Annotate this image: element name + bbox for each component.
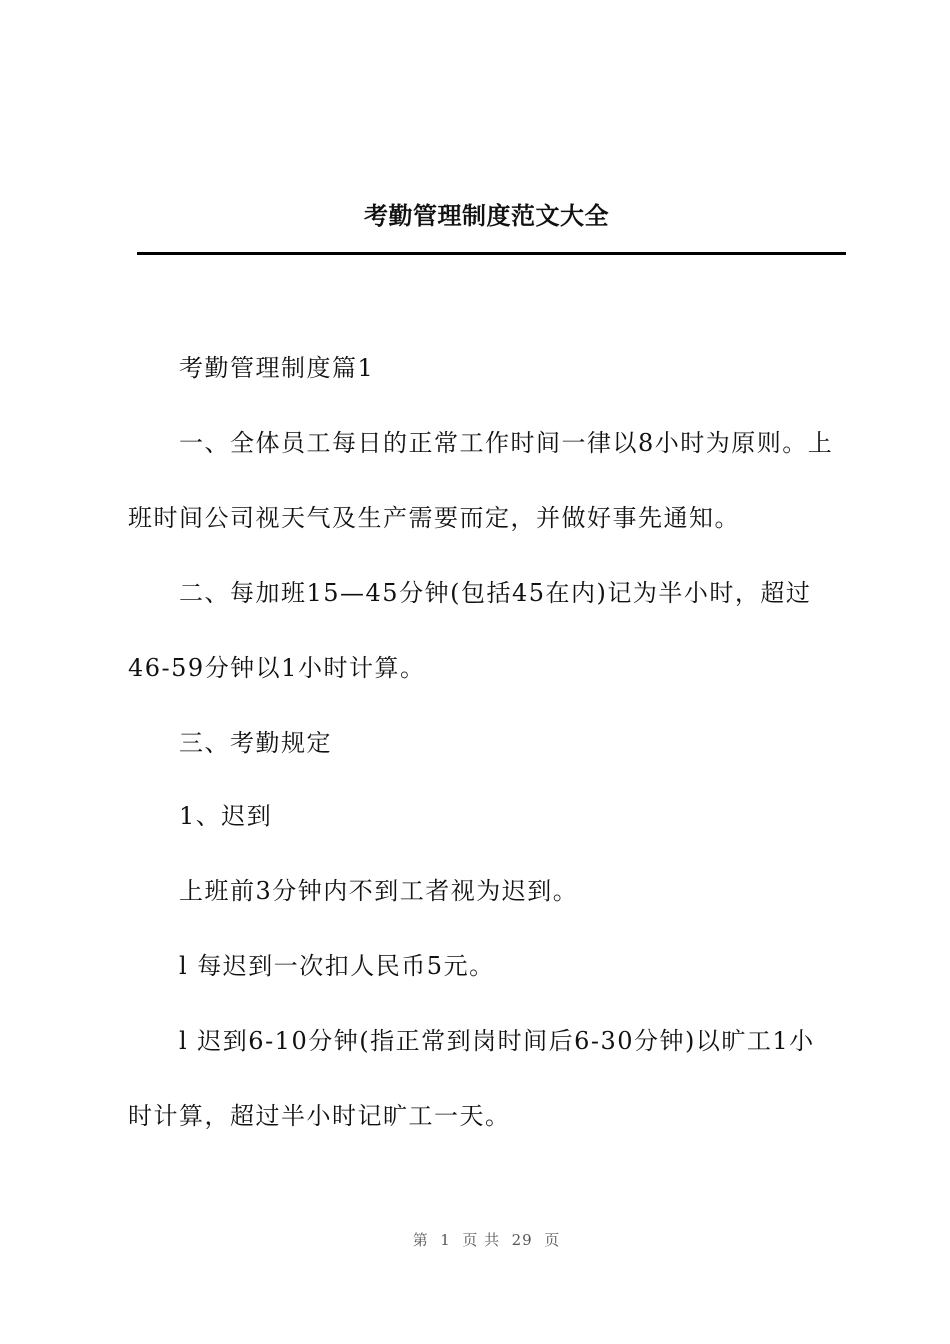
paragraph-line: 46-59分钟以1小时计算。 [128, 654, 426, 682]
section-heading: 三、考勤规定 [179, 729, 332, 757]
subsection-heading: 1、迟到 [179, 802, 273, 830]
title-underline [137, 252, 846, 255]
list-item: l 每迟到一次扣人民币5元。 [179, 952, 495, 980]
page-number: 第 1 页 共 29 页 [412, 1231, 561, 1249]
document-title: 考勤管理制度范文大全 [364, 202, 609, 230]
section-heading: 考勤管理制度篇1 [179, 354, 375, 382]
paragraph-line: 班时间公司视天气及生产需要而定，并做好事先通知。 [128, 504, 740, 532]
paragraph-line: 时计算，超过半小时记旷工一天。 [128, 1102, 511, 1130]
list-item: l 迟到6-10分钟(指正常到岗时间后6-30分钟)以旷工1小 [179, 1027, 815, 1055]
paragraph-line: 二、每加班15—45分钟(包括45在内)记为半小时，超过 [179, 579, 812, 607]
paragraph-line: 一、全体员工每日的正常工作时间一律以8小时为原则。上 [179, 429, 834, 457]
paragraph-line: 上班前3分钟内不到工者视为迟到。 [179, 877, 579, 905]
